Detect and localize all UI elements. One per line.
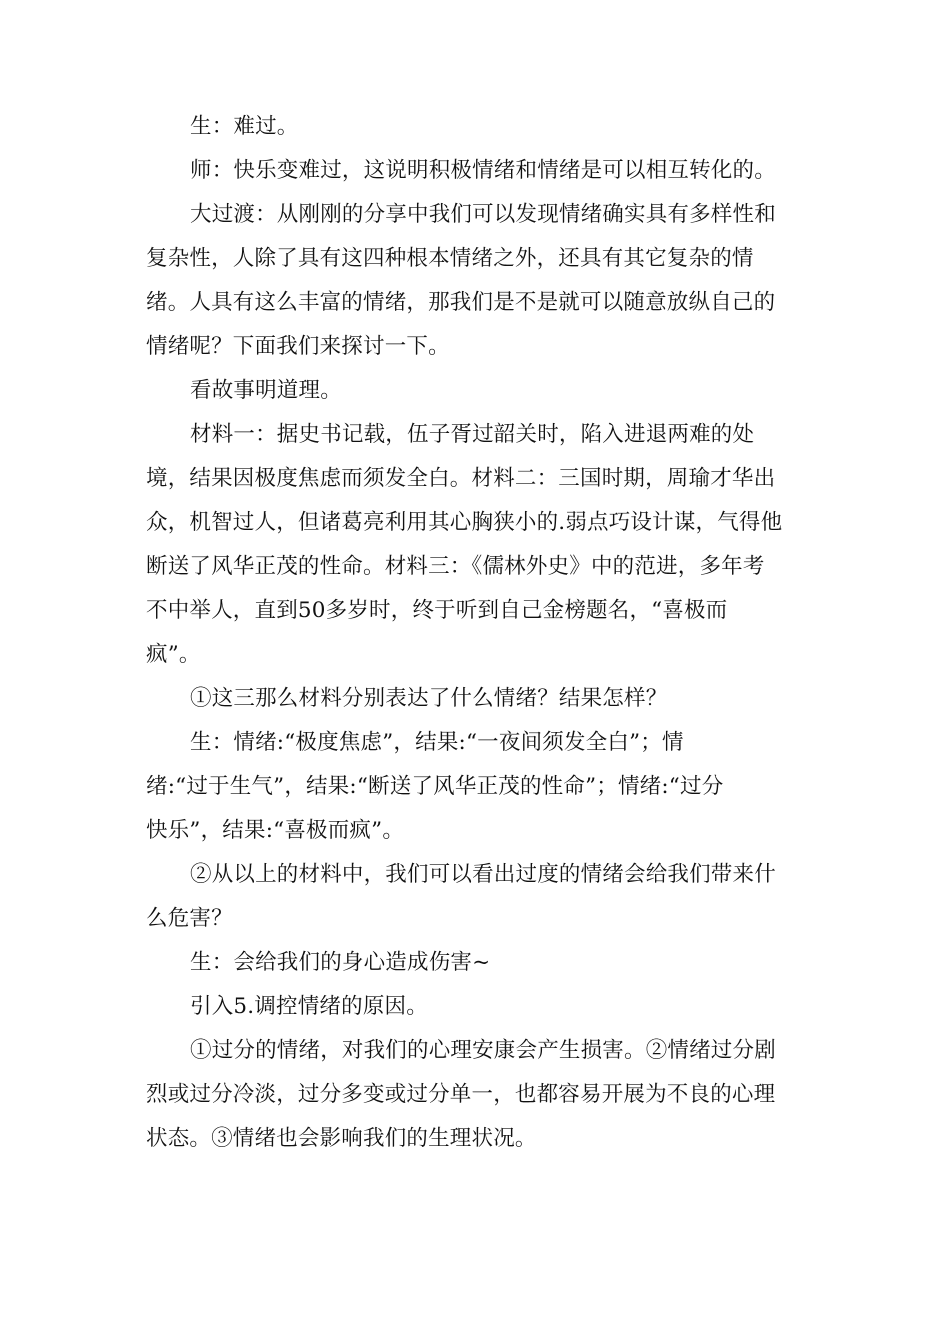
- text-line: 绪。人具有这么丰富的情绪，那我们是不是就可以随意放纵自己的: [146, 290, 776, 315]
- text-line: ②从以上的材料中，我们可以看出过度的情绪会给我们带来什: [190, 862, 776, 887]
- text-line: 情绪呢？下面我们来探讨一下。: [146, 334, 450, 359]
- text-line: 不中举人，直到50多岁时，终于听到自己金榜题名，“喜极而: [146, 598, 728, 623]
- text-line: 快乐”，结果:“喜极而疯”。: [146, 818, 405, 843]
- text-line: 看故事明道理。: [190, 378, 342, 403]
- text-line: 断送了风华正茂的性命。材料三：《儒林外史》中的范进，多年考: [146, 554, 765, 579]
- text-line: 烈或过分冷淡，过分多变或过分单一，也都容易开展为不良的心理: [146, 1082, 776, 1107]
- text-line: 绪:“过于生气”，结果:“断送了风华正茂的性命”；情绪:“过分: [146, 774, 724, 799]
- text-line: 生：情绪:“极度焦虑”，结果:“一夜间须发全白”；情: [190, 730, 684, 755]
- text-line: 众，机智过人，但诸葛亮利用其心胸狭小的.弱点巧设计谋，气得他: [146, 510, 783, 535]
- text-line: 生：会给我们的身心造成伤害~: [190, 950, 491, 975]
- text-line: 状态。③情绪也会影响我们的生理状况。: [146, 1126, 537, 1151]
- text-line: 引入5.调控情绪的原因。: [190, 994, 428, 1019]
- text-line: ①这三那么材料分别表达了什么情绪？结果怎样？: [190, 686, 668, 711]
- text-line: 境，结果因极度焦虑而须发全白。材料二：三国时期，周瑜才华出: [146, 466, 776, 491]
- text-line: 复杂性，人除了具有这四种根本情绪之外，还具有其它复杂的情: [146, 246, 754, 271]
- text-line: ①过分的情绪，对我们的心理安康会产生损害。②情绪过分剧: [190, 1038, 776, 1063]
- text-line: 师：快乐变难过，这说明积极情绪和情绪是可以相互转化的。: [190, 158, 776, 183]
- text-line: 么危害？: [146, 906, 233, 931]
- text-line: 生：难过。: [190, 114, 299, 139]
- text-line: 大过渡：从刚刚的分享中我们可以发现情绪确实具有多样性和: [190, 202, 776, 227]
- text-line: 材料一：据史书记载，伍子胥过韶关时，陷入进退两难的处: [190, 422, 755, 447]
- text-line: 疯”。: [146, 642, 201, 667]
